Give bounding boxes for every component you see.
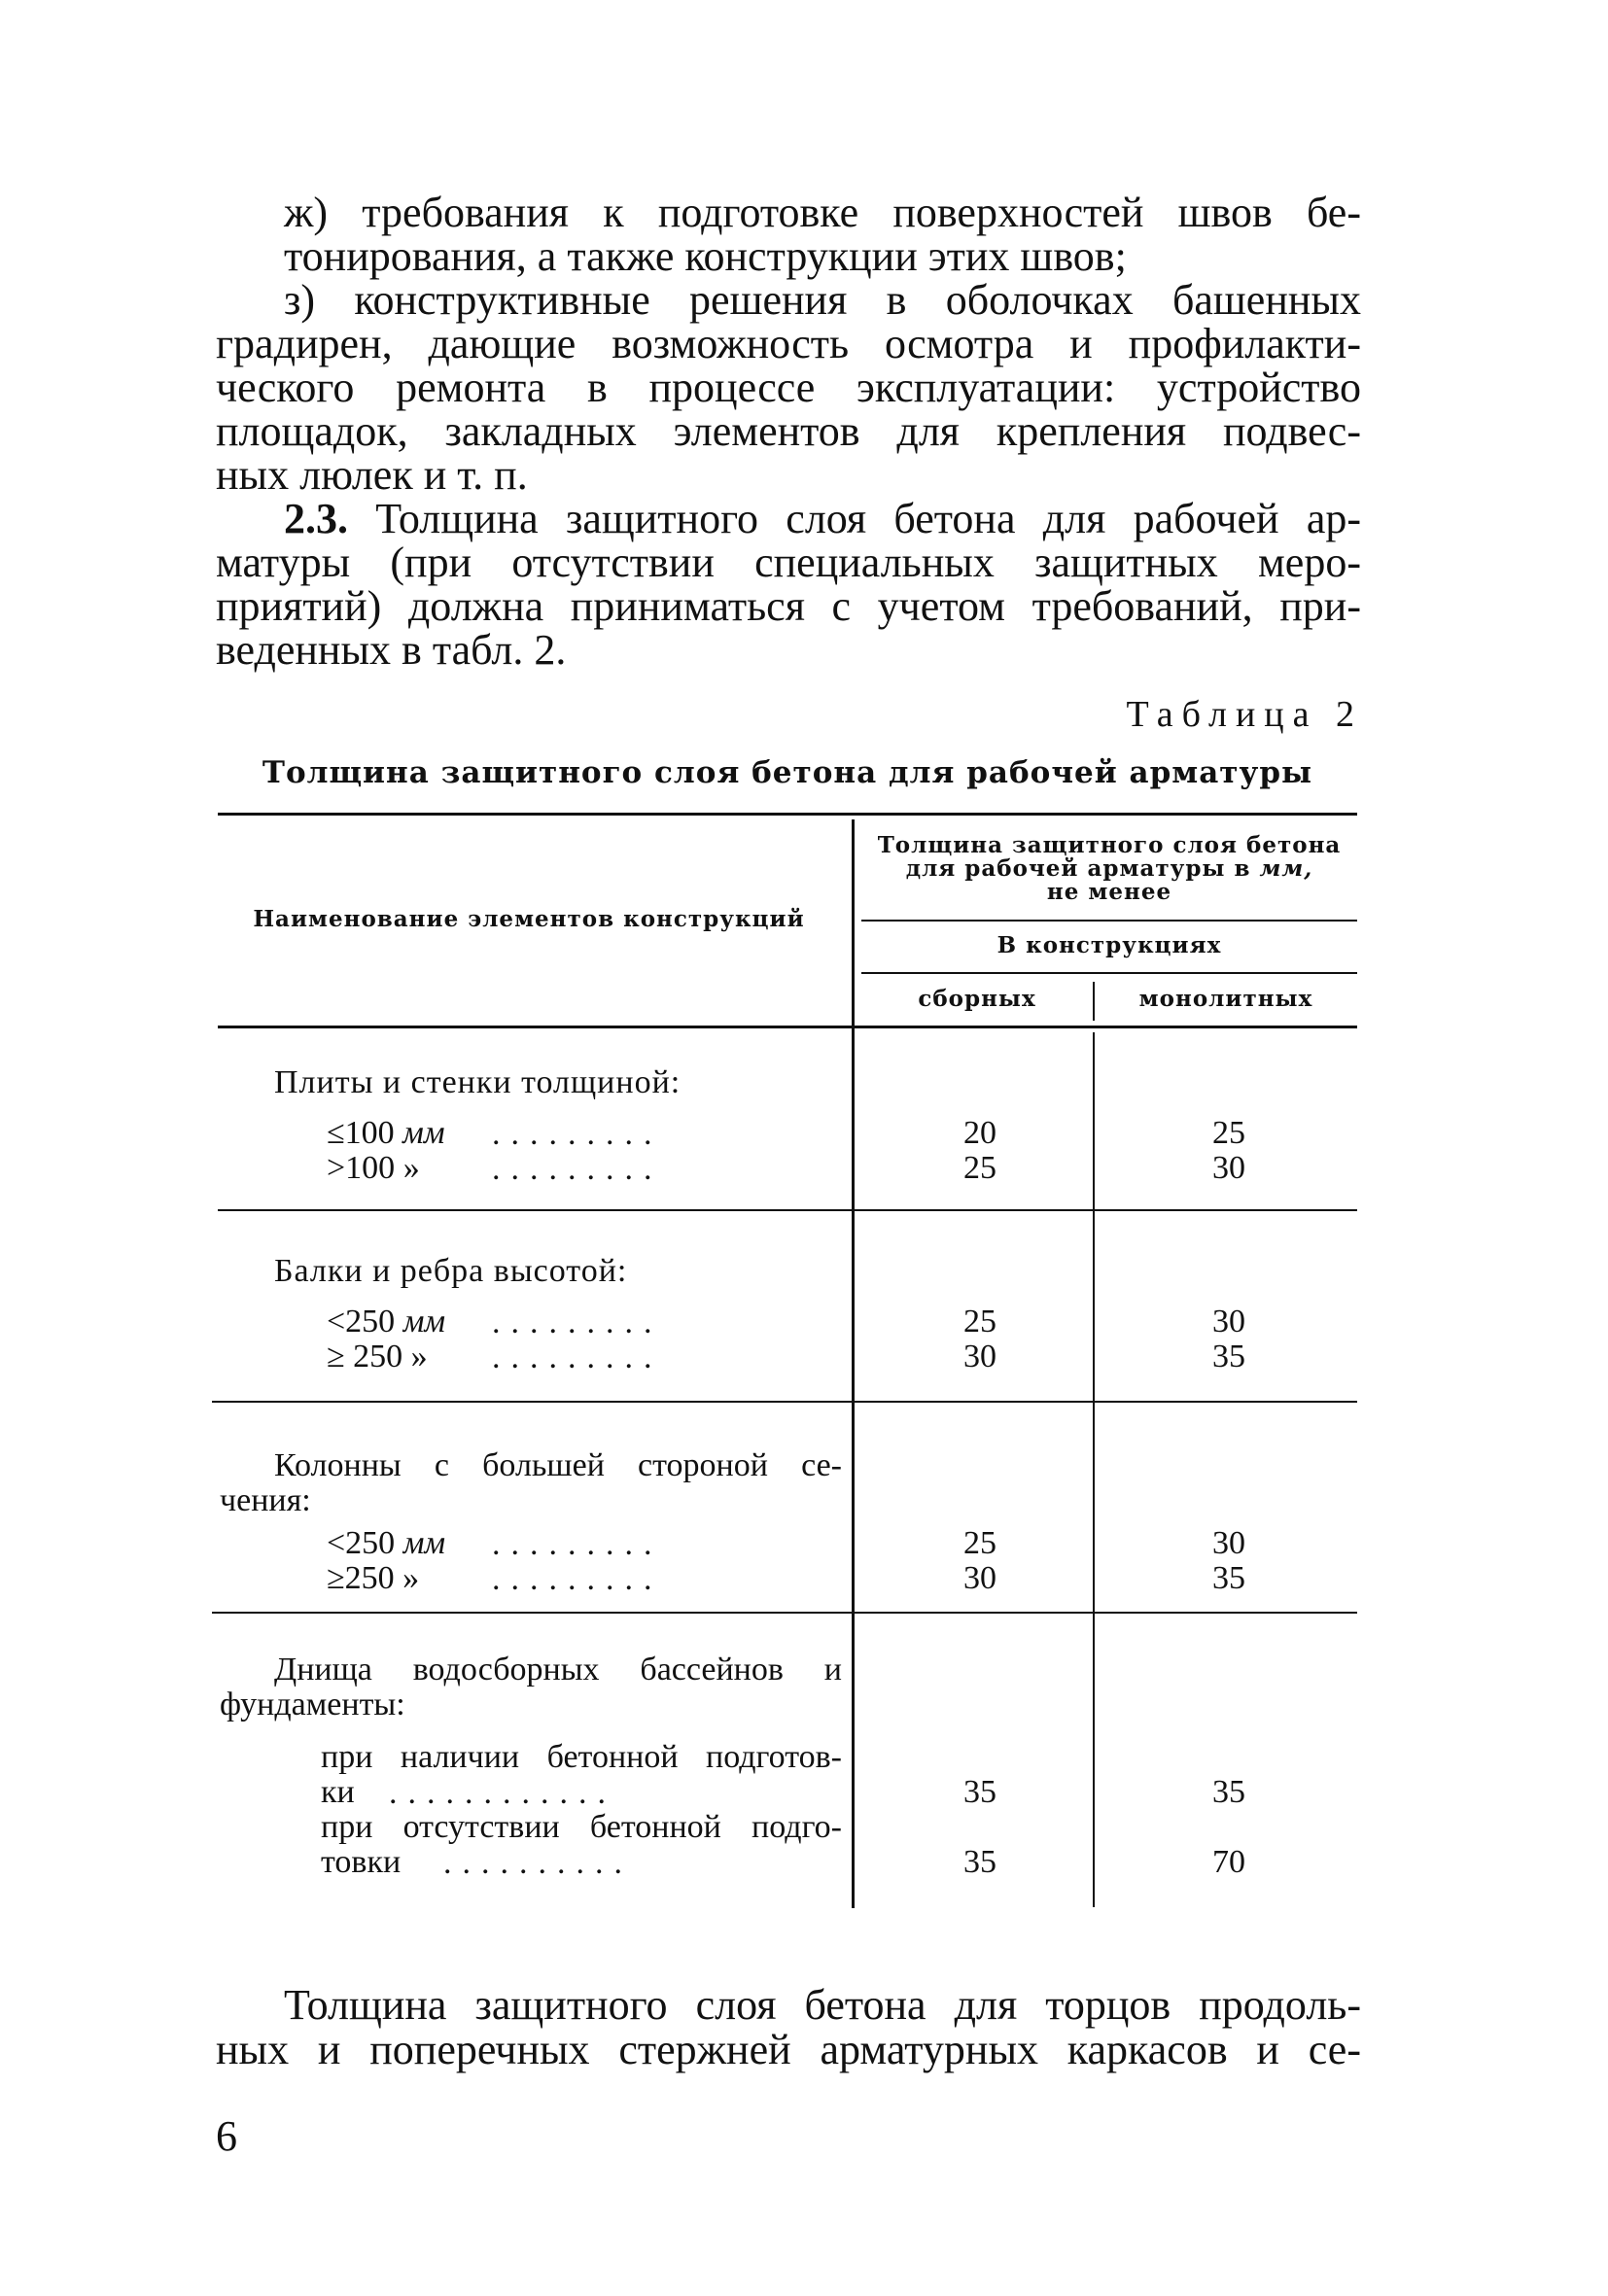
group-3-title-line1: Колонны с большей стороной се- — [274, 1447, 842, 1483]
group-3-title-line2: чения: — [220, 1482, 311, 1518]
group-1-title: Плиты и стенки толщиной: — [274, 1064, 682, 1100]
after-table-line2: ных и поперечных стержней арматурных каркасов и се- — [216, 2026, 1361, 2073]
row-label-value: >100 — [327, 1150, 396, 1186]
row-label-unit: мм — [402, 1115, 445, 1151]
paragraph-z-line4: площадок, закладных элементов для крепления подвес- — [216, 407, 1361, 455]
header-monolithic: монолитных — [1138, 986, 1313, 1012]
section-2-3-text: Толщина защитного слоя бетона для рабочей ар- — [375, 495, 1361, 542]
header-subrule-1 — [861, 920, 1357, 922]
group-1-row-1-label — [327, 1116, 445, 1150]
row-label-unit: мм — [402, 1304, 446, 1339]
header-prefab: сборных — [918, 986, 1036, 1012]
group-3-row-1-label — [327, 1526, 445, 1560]
paragraph-zh-line2: тонирования, а также конструкции этих швов; — [284, 232, 1127, 280]
paragraph-z-line3: ческого ремонта в процессе эксплуатации: устройство — [216, 364, 1361, 411]
group-1-row-1-prefab: 20 — [963, 1115, 996, 1151]
header-subrule-2 — [861, 972, 1357, 974]
header-element-name: Наименование элементов конструкций — [253, 906, 805, 932]
group-4-row-2-mono: 70 — [1212, 1844, 1245, 1880]
group-3-row-2-prefab: 30 — [963, 1560, 996, 1596]
header-thickness-unit: мм, — [1259, 855, 1313, 882]
table-title: Толщина защитного слоя бетона для рабочей арматуры — [262, 755, 1313, 790]
group-rule-1 — [218, 1209, 1357, 1211]
dot-leader: ......... — [492, 1151, 663, 1187]
group-2-row-1-label — [327, 1305, 445, 1339]
group-4-row-1-mono: 35 — [1212, 1774, 1245, 1810]
dot-leader: ......... — [492, 1116, 663, 1152]
dot-leader: ......... — [492, 1561, 663, 1597]
group-2-title: Балки и ребра высотой: — [274, 1253, 628, 1289]
section-number: 2.3. — [284, 495, 348, 542]
table-label: Таблица 2 — [1126, 694, 1363, 735]
row-label-unit: » — [402, 1150, 420, 1186]
header-thickness-line1: Толщина защитного слоя бетона — [877, 832, 1342, 858]
group-3-row-1-prefab: 25 — [963, 1525, 996, 1561]
group-rule-2 — [212, 1401, 1357, 1403]
row-label-value: <250 — [327, 1525, 396, 1561]
header-thickness-text: для рабочей арматуры в — [905, 855, 1251, 882]
group-1-row-2-label — [327, 1151, 420, 1185]
row-label-value: ≥250 — [327, 1560, 395, 1596]
group-2-row-2-label — [327, 1339, 428, 1374]
section-2-3-line3: приятий) должна приниматься с учетом требований, при- — [216, 582, 1361, 630]
page-number: 6 — [216, 2112, 237, 2160]
dot-leader: ......... — [492, 1305, 663, 1340]
group-4-title-line1: Днища водосборных бассейнов и — [274, 1652, 842, 1687]
group-3-row-2-mono: 35 — [1212, 1560, 1245, 1596]
group-2-row-1-mono: 30 — [1212, 1304, 1245, 1339]
row-label-unit: мм — [402, 1525, 446, 1561]
group-2-row-2-prefab: 30 — [963, 1339, 996, 1374]
group-4-row-2-label-line1: при отсутствии бетонной подго- — [321, 1809, 842, 1845]
section-2-3-line2: матуры (при отсутствии специальных защитных меро- — [216, 539, 1361, 586]
section-2-3-line1 — [284, 497, 1361, 540]
header-in-constructions: В конструкциях — [996, 932, 1222, 958]
paragraph-z-line1: з) конструктивные решения в оболочках башенных — [284, 276, 1361, 324]
group-1-row-2-mono: 30 — [1212, 1150, 1245, 1186]
group-2-row-1-prefab: 25 — [963, 1304, 996, 1339]
header-thickness-line2 — [861, 857, 1357, 881]
header-thickness-line3: не менее — [1046, 879, 1172, 905]
paragraph-z-line2: градирен, дающие возможность осмотра и профилакти- — [216, 320, 1361, 367]
group-rule-3 — [212, 1612, 1357, 1614]
header-thickness — [861, 834, 1357, 904]
after-table-line1: Толщина защитного слоя бетона для торцов продоль- — [284, 1981, 1361, 2029]
row-label-value: <250 — [327, 1304, 396, 1339]
row-label-value: ≤100 — [327, 1115, 395, 1151]
group-4-row-2-label-line2: товки — [321, 1844, 402, 1880]
table-vertical-divider-2 — [1093, 1032, 1095, 1907]
table-vertical-divider-1 — [852, 819, 855, 1908]
row-label-value: ≥ 250 — [327, 1339, 403, 1374]
group-1-row-1-mono: 25 — [1212, 1115, 1245, 1151]
group-4-row-1-prefab: 35 — [963, 1774, 996, 1810]
row-label-unit: » — [410, 1339, 428, 1374]
group-4-row-1-label-line1: при наличии бетонной подготов- — [321, 1739, 842, 1775]
dot-leader: ......... — [492, 1339, 663, 1375]
section-2-3-line4: веденных в табл. 2. — [216, 626, 567, 674]
row-label-unit: » — [402, 1560, 420, 1596]
group-4-title-line2: фундаменты: — [220, 1687, 405, 1722]
group-3-row-2-label — [327, 1561, 419, 1595]
group-1-row-2-prefab: 25 — [963, 1150, 996, 1186]
group-4-row-1-label-line2: ки — [321, 1774, 355, 1810]
group-2-row-2-mono: 35 — [1212, 1339, 1245, 1374]
group-4-row-2-prefab: 35 — [963, 1844, 996, 1880]
group-3-row-1-mono: 30 — [1212, 1525, 1245, 1561]
paragraph-zh-line1: ж) требования к подготовке поверхностей швов бе- — [284, 189, 1361, 236]
dot-leader: ............ — [389, 1775, 616, 1811]
paragraph-z-line5: ных люлек и т. п. — [216, 451, 528, 499]
header-bottom-rule — [218, 1026, 1357, 1028]
dot-leader: ......... — [492, 1526, 663, 1562]
dot-leader: .......... — [443, 1845, 633, 1881]
table-top-rule — [218, 813, 1357, 816]
